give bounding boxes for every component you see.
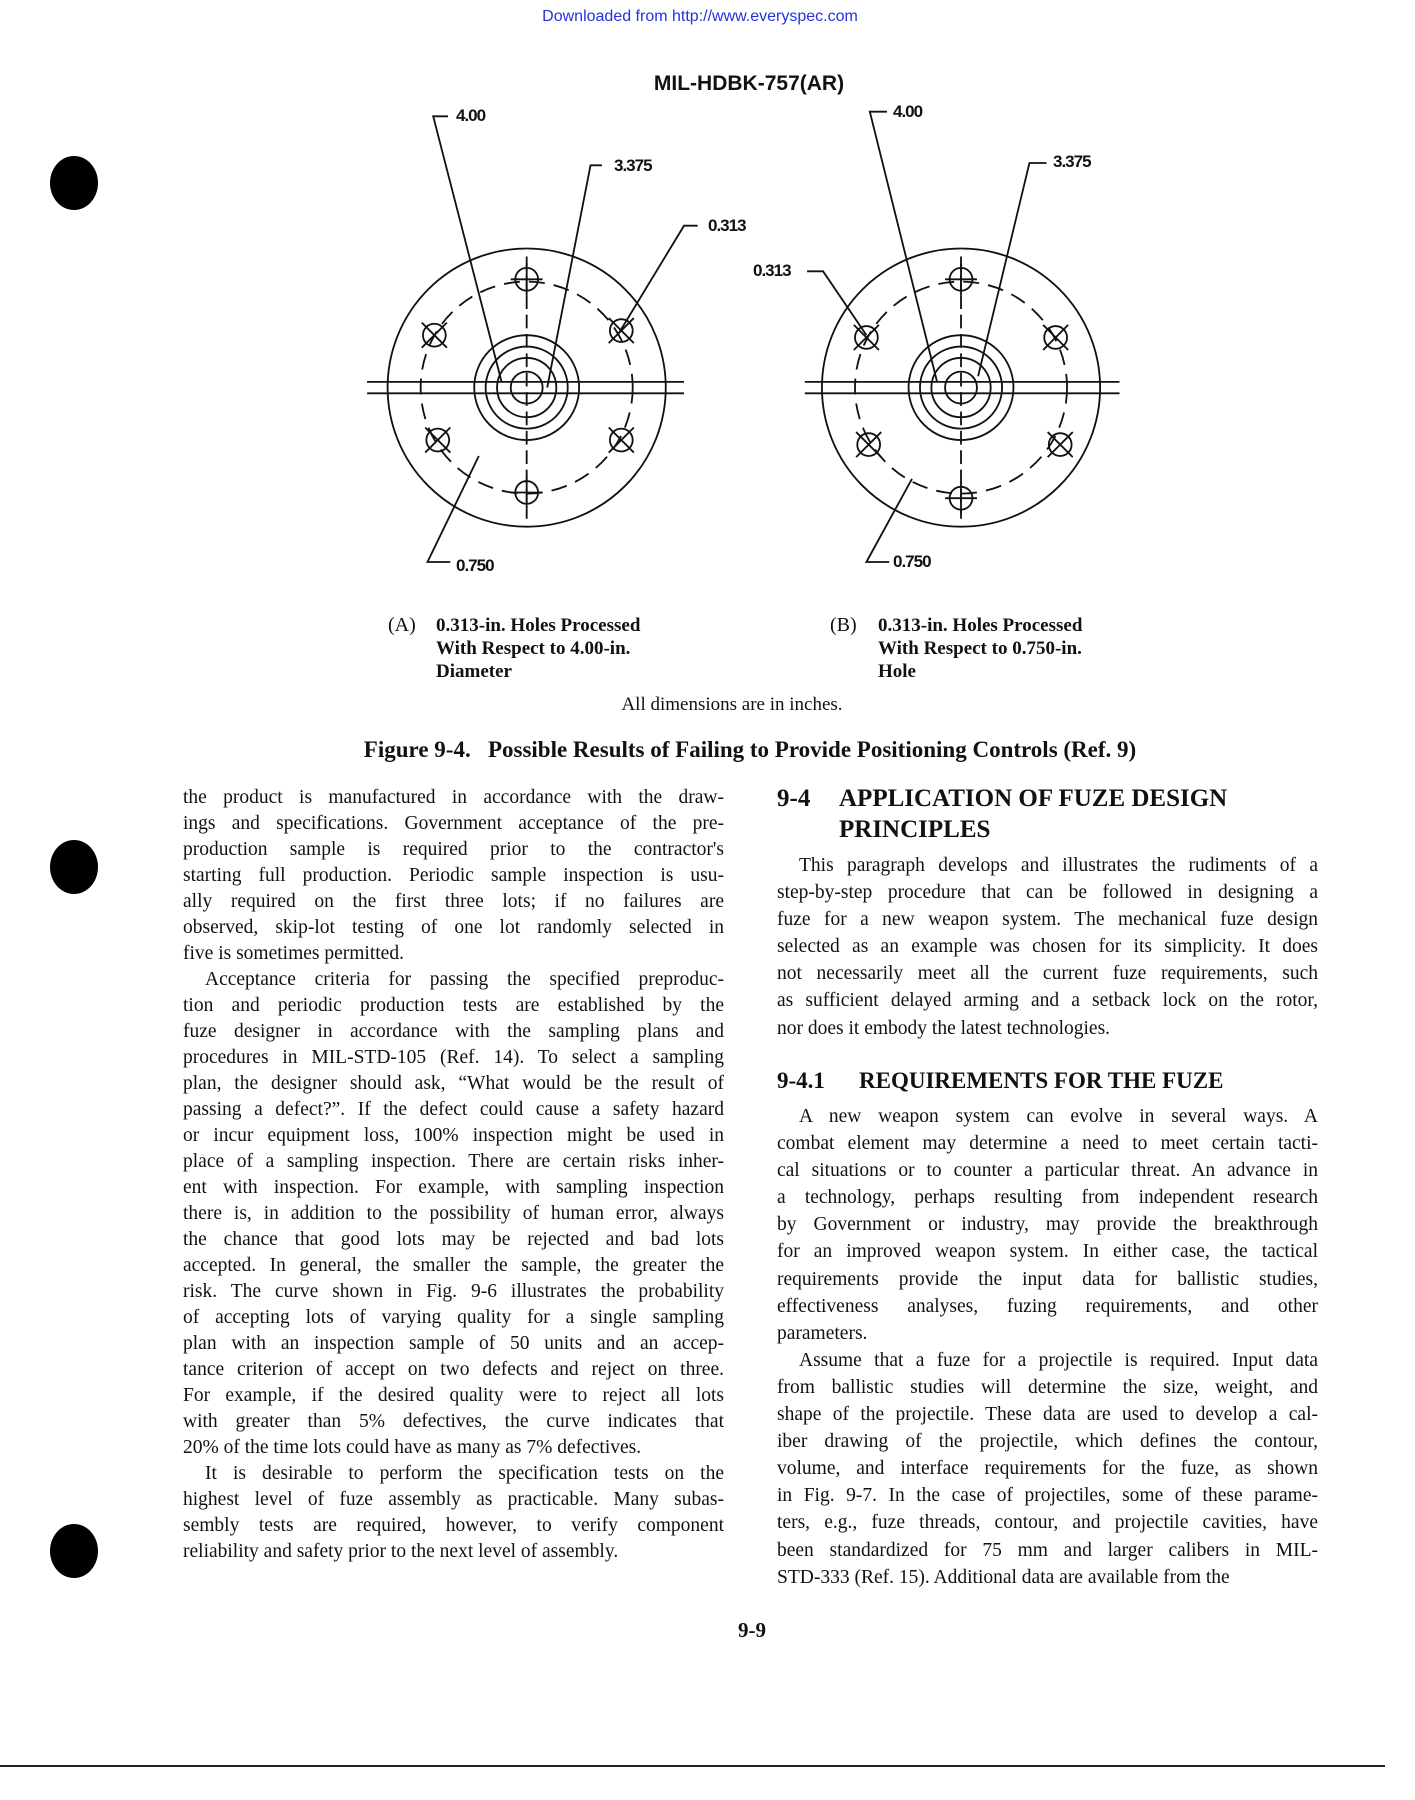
text-line: plan, the designer should ask, “What would be the result of [183,1073,724,1094]
text-line: ally required on the first three lots; if no failures are [183,891,724,912]
dimension-label-hole-a: 0.313 [708,216,746,235]
text-line: fuze designer in accordance with the sampling plans and [183,1021,724,1042]
text-line: observed, skip-lot testing of one lot randomly selected in [183,917,724,938]
dimension-label-bolt-circle-b: 3.375 [1053,152,1091,171]
text-line: five is sometimes permitted. [183,943,404,964]
text-line: accepted. In general, the smaller the sample, the greater the [183,1255,724,1276]
subcaption-line: Diameter [436,661,512,682]
text-line: of accepting lots of varying quality for a single sampling [183,1307,724,1328]
section-title-line: PRINCIPLES [839,816,991,843]
text-line: the chance that good lots may be rejected and bad lots [183,1229,724,1250]
subcaption-line: 0.313-in. Holes Processed [878,615,1083,636]
text-line: the product is manufactured in accordance with the draw- [183,787,724,808]
text-line: or incur equipment loss, 100% inspection might be used in [183,1125,724,1146]
text-line: by Government or industry, may provide the breakthrough [777,1214,1318,1236]
bolt-holes-b [854,263,1073,514]
text-line: in Fig. 9-7. In the case of projectiles, some of these parame- [777,1485,1318,1507]
flange-diagram-b [805,112,1120,562]
download-source-link[interactable]: Downloaded from http://www.everyspec.com [542,8,858,25]
text-line: with greater than 5% defectives, the curve indicates that [183,1411,724,1432]
text-line: from ballistic studies will determine the size, weight, and [777,1376,1318,1398]
text-line: sembly tests are required, however, to verify component [183,1515,724,1536]
bolt-holes-a [422,263,634,508]
dimension-label-hole-b: 0.313 [753,261,791,280]
document-id-header: MIL-HDBK-757(AR) [653,72,845,95]
section-title: REQUIREMENTS FOR THE FUZE [859,1068,1224,1093]
text-line: shape of the projectile. These data are used to develop a cal- [777,1404,1318,1426]
text-line: 20% of the time lots could have as many as 7% defectives. [183,1437,642,1458]
text-line: for an improved weapon system. In either case, the tactical [777,1241,1318,1263]
text-line: cal situations or to counter a particular threat. An advance in [777,1160,1318,1182]
flange-diagram-a [367,116,698,562]
text-line: selected as an example was chosen for its simplicity. It does [777,936,1318,958]
text-line: fuze for a new weapon system. The mechanical fuze design [777,909,1318,931]
text-line: not necessarily meet all the current fuze requirements, such [777,963,1318,985]
text-line: passing a defect?”. If the defect could cause a safety hazard [183,1099,724,1120]
text-line: there is, in addition to the possibility of human error, always [183,1203,724,1224]
text-line: A new weapon system can evolve in several ways. A [799,1106,1318,1127]
subcaption-line: Hole [878,661,916,682]
text-line: step-by-step procedure that can be followed in designing a [777,882,1318,904]
subcaption-line: With Respect to 0.750-in. [878,638,1082,659]
text-line: Acceptance criteria for passing the specified preproduc- [205,969,724,990]
subcaption-tag: (B) [830,614,857,636]
text-line: starting full production. Periodic sample inspection is usu- [183,865,724,886]
text-line: combat element may determine a need to meet certain tacti- [777,1133,1318,1155]
page-number: 9-9 [738,1618,766,1642]
text-line: requirements provide the input data for ballistic studies, [777,1268,1318,1290]
text-line: For example, if the desired quality were to reject all lots [183,1385,724,1406]
text-line: tion and periodic production tests are established by the [183,995,724,1016]
subcaption-b [830,614,1190,683]
dimensions-note: All dimensions are in inches. [621,694,843,715]
text-line: ings and specifications. Government acceptance of the pre- [183,813,724,834]
section-number: 9-4 [777,785,811,812]
text-line: iber drawing of the projectile, which defines the contour, [777,1431,1318,1453]
text-line: place of a sampling inspection. There are certain risks inher- [183,1151,724,1172]
dimension-label-center-hole-b: 0.750 [893,552,931,571]
subcaption-line: 0.313-in. Holes Processed [436,615,641,636]
text-line: tance criterion of accept on two defects and reject on three. [183,1359,724,1380]
section-heading-9-4-1 [777,1068,1337,1094]
text-line: procedures in MIL-STD-105 (Ref. 14). To select a sampling [183,1047,724,1068]
subcaption-tag: (A) [388,614,416,636]
dimension-label-outer-b: 4.00 [893,102,923,121]
section-9-4-body [777,852,1318,1042]
text-line: effectiveness analyses, fuzing requirements, and other [777,1295,1318,1317]
text-line: production sample is required prior to the contractor's [183,839,724,860]
text-line: STD-333 (Ref. 15). Additional data are available from the [777,1566,1230,1588]
figure-caption: Figure 9-4. Possible Results of Failing to Provide Positioning Controls (Ref. 9) [363,737,1137,762]
subcaption-a [388,614,748,683]
section-heading-9-4 [777,783,1337,845]
text-line: nor does it embody the latest technologies. [777,1017,1111,1039]
text-line: risk. The curve shown in Fig. 9-6 illustrates the probability [183,1281,724,1302]
dimension-label-bolt-circle-a: 3.375 [614,156,652,175]
text-line: plan with an inspection sample of 50 units and an accep- [183,1333,724,1354]
section-9-4-1-body [777,1103,1318,1591]
section-number: 9-4.1 [777,1068,825,1093]
text-line: reliability and safety prior to the next level of assembly. [183,1541,619,1562]
dimension-label-outer-a: 4.00 [456,106,486,125]
text-line: been standardized for 75 mm and larger calibers in MIL- [777,1539,1318,1561]
text-line: Assume that a fuze for a projectile is required. Input data [799,1349,1318,1371]
dimension-label-center-hole-a: 0.750 [456,556,494,575]
text-line: ters, e.g., fuze threads, contour, and projectile cavities, have [777,1512,1318,1534]
subcaption-line: With Respect to 4.00-in. [436,638,631,659]
text-line: ent with inspection. For example, with sampling inspection [183,1177,724,1198]
text-line: volume, and interface requirements for the fuze, as shown [777,1458,1318,1480]
left-column-text [183,785,724,1565]
text-line: parameters. [777,1322,868,1344]
bottom-rule [0,1765,1385,1767]
section-title-line: APPLICATION OF FUZE DESIGN [839,785,1228,812]
text-line: It is desirable to perform the specification tests on the [205,1463,724,1484]
text-line: a technology, perhaps resulting from independent research [777,1187,1318,1209]
text-line: This paragraph develops and illustrates the rudiments of a [799,855,1318,876]
text-line: highest level of fuze assembly as practicable. Many subas- [183,1489,724,1510]
text-line: as sufficient delayed arming and a setback lock on the rotor, [777,990,1318,1012]
